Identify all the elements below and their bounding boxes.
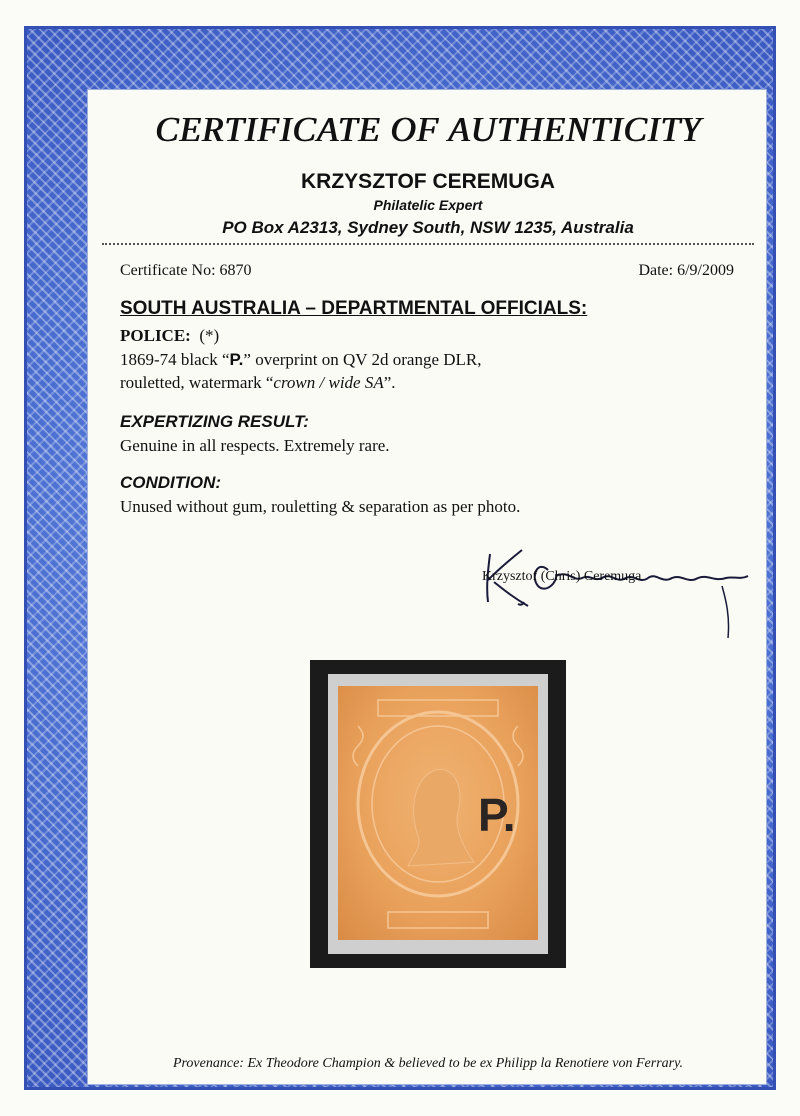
guilloche-border bbox=[24, 26, 776, 1090]
desc-overprint: P. bbox=[229, 350, 244, 369]
stamp-description bbox=[120, 348, 482, 394]
desc-line1-a: 1869-74 black “ bbox=[120, 350, 230, 369]
desc-line2-b: ”. bbox=[383, 373, 396, 392]
condition-text: Unused without gum, rouletting & separation as per photo. bbox=[120, 497, 521, 516]
certificate-date: Date: 6/9/2009 bbox=[638, 262, 734, 279]
signer-name: Krzysztof (Chris) Ceremuga bbox=[482, 569, 642, 584]
expertizing-text: Genuine in all respects. Extremely rare. bbox=[120, 436, 390, 455]
desc-line1-b: ” overprint on QV 2d orange DLR, bbox=[243, 350, 482, 369]
expert-address: PO Box A2313, Sydney South, NSW 1235, Australia bbox=[222, 218, 634, 237]
stamp-photo bbox=[310, 660, 566, 968]
expertizing-label: EXPERTIZING RESULT: bbox=[120, 412, 309, 431]
desc-watermark: crown / wide SA bbox=[273, 373, 384, 392]
certificate-body bbox=[87, 89, 767, 1085]
condition-label: CONDITION: bbox=[120, 473, 222, 492]
certificate-number: Certificate No: 6870 bbox=[120, 262, 252, 279]
provenance-note: Provenance: Ex Theodore Champion & believed to be ex Philipp la Renotiere von Ferrary. bbox=[172, 1056, 684, 1071]
stamp-category-heading: SOUTH AUSTRALIA – DEPARTMENTAL OFFICIALS: bbox=[120, 298, 588, 319]
expert-role: Philatelic Expert bbox=[373, 197, 483, 213]
police-line bbox=[120, 326, 219, 346]
stamp-face bbox=[338, 686, 538, 940]
header-divider bbox=[102, 243, 754, 245]
police-label: POLICE: bbox=[120, 326, 191, 345]
stamp-image bbox=[328, 674, 548, 954]
desc-line2-a: rouletted, watermark “ bbox=[120, 373, 274, 392]
police-symbol: (*) bbox=[199, 326, 220, 345]
certificate-title: CERTIFICATE OF AUTHENTICITY bbox=[154, 110, 702, 149]
expert-name: KRZYSZTOF CEREMUGA bbox=[301, 170, 555, 193]
stamp-overprint: P. bbox=[478, 789, 516, 841]
